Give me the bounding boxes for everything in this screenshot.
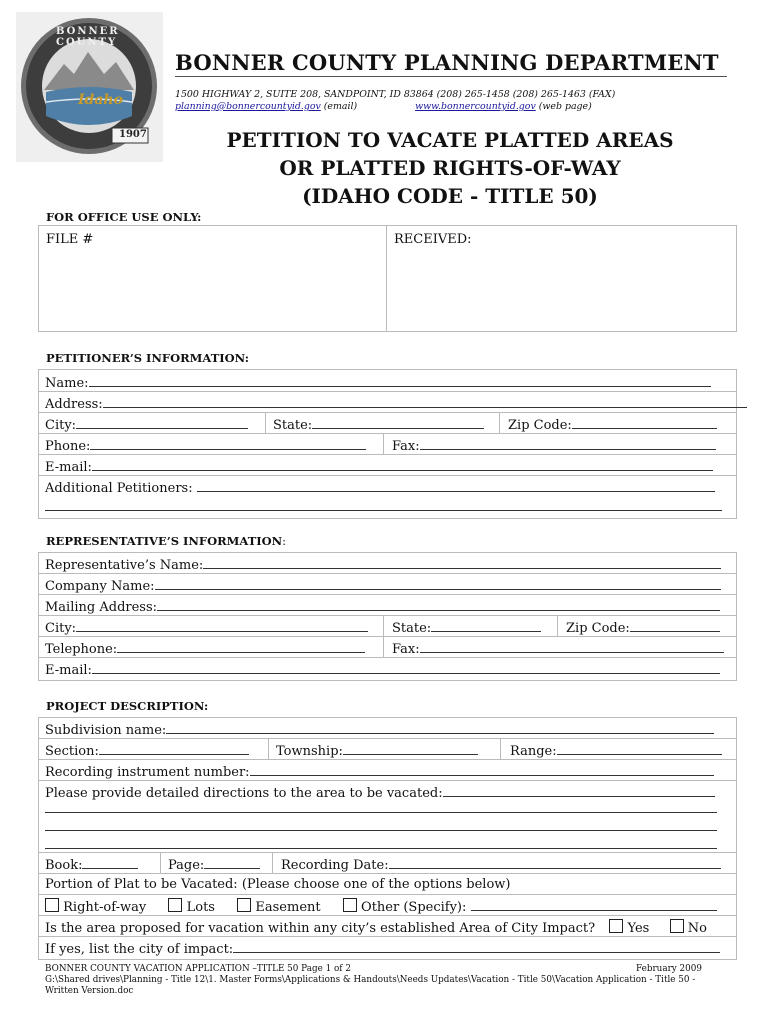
fill-line	[103, 395, 747, 408]
col-rule	[160, 852, 161, 873]
fill-line	[250, 763, 714, 776]
fill-line	[92, 458, 713, 471]
representative-label-colon: :	[282, 534, 287, 548]
field-label: Phone:	[45, 439, 91, 454]
field-label: Additional Petitioners:	[45, 481, 193, 496]
footer-date: February 2009	[636, 964, 702, 974]
fill-line	[99, 742, 249, 755]
field-label: Page:	[168, 858, 205, 873]
field-label: Township:	[276, 744, 343, 759]
representative-label-text: REPRESENTATIVE’S INFORMATION	[46, 534, 283, 548]
office-use-box	[38, 225, 737, 332]
petitioner-address-field[interactable]	[45, 395, 747, 413]
fill-line	[204, 856, 260, 869]
rep-city-field[interactable]	[45, 619, 368, 637]
received-field[interactable]: RECEIVED:	[394, 232, 472, 247]
field-label: Book:	[45, 858, 83, 873]
fill-line	[312, 416, 484, 429]
field-label: If yes, list the city of impact:	[45, 942, 234, 957]
city-impact-question: Is the area proposed for vacation within any city’s established Area of City Impact?	[45, 921, 596, 936]
city-of-impact-field[interactable]	[45, 940, 720, 958]
col-rule	[265, 412, 266, 433]
vacate-options	[45, 898, 717, 916]
impact-no-label: No	[687, 921, 707, 936]
office-use-label: FOR OFFICE USE ONLY:	[46, 210, 202, 224]
row-rule	[38, 852, 736, 853]
field-label: Recording instrument number:	[45, 765, 250, 780]
right-of-way-label: Right-of-way	[63, 900, 147, 915]
field-label: E-mail:	[45, 460, 92, 475]
fill-line	[92, 661, 720, 674]
range-field[interactable]	[510, 742, 722, 760]
field-label: Company Name:	[45, 579, 155, 594]
fill-line	[155, 577, 721, 590]
fill-line	[343, 742, 478, 755]
city-impact-row	[45, 919, 707, 937]
form-title-line-3: (IDAHO CODE - TITLE 50)	[302, 184, 598, 208]
rep-fax-field[interactable]	[392, 640, 724, 658]
row-rule	[38, 894, 736, 895]
fill-line	[157, 598, 720, 611]
impact-no-checkbox[interactable]	[670, 919, 684, 933]
petitioner-email-field[interactable]	[45, 458, 713, 476]
email-link[interactable]: planning@bonnercountyid.gov	[175, 101, 321, 112]
fill-line	[89, 374, 711, 387]
web-link[interactable]: www.bonnercountyid.gov	[415, 101, 536, 112]
directions-field[interactable]	[45, 784, 715, 802]
footer-file-path-2: Written Version.doc	[45, 986, 134, 996]
portion-of-plat-label: Portion of Plat to be Vacated: (Please choose one of the options below)	[45, 877, 511, 892]
field-label: Subdivision name:	[45, 723, 167, 738]
company-name-field[interactable]	[45, 577, 721, 595]
field-label: Name:	[45, 376, 89, 391]
field-label: Fax:	[392, 439, 420, 454]
lots-label: Lots	[186, 900, 215, 915]
rep-state-field[interactable]	[392, 619, 541, 637]
field-label: Address:	[45, 397, 103, 412]
petitioner-city-field[interactable]	[45, 416, 248, 434]
fill-line	[82, 856, 138, 869]
representative-label	[46, 534, 286, 548]
petitioner-phone-field[interactable]	[45, 437, 366, 455]
right-of-way-checkbox[interactable]	[45, 898, 59, 912]
form-title-line-2: OR PLATTED RIGHTS-OF-WAY	[279, 156, 621, 180]
header-rule	[175, 76, 727, 77]
fill-line	[572, 416, 717, 429]
field-label: Zip Code:	[566, 621, 630, 636]
footer-file-path-1: G:\Shared drives\Planning - Title 12\1. Master Forms\Applications & Handouts\Needs Updates\Vacation - Title 50\Vacation Application - Title 50 -	[45, 975, 696, 985]
petitioner-fax-field[interactable]	[392, 437, 716, 455]
fill-line	[90, 437, 366, 450]
form-title-line-1: PETITION TO VACATE PLATTED AREAS	[226, 128, 674, 152]
page-field[interactable]	[168, 856, 260, 874]
fill-line	[431, 619, 541, 632]
field-label: Recording Date:	[281, 858, 389, 873]
fill-line	[117, 640, 365, 653]
fill-line	[233, 940, 720, 953]
rep-email-field[interactable]	[45, 661, 720, 679]
field-label: City:	[45, 621, 77, 636]
fill-line	[197, 479, 715, 492]
col-rule	[272, 852, 273, 873]
col-rule	[268, 738, 269, 759]
rep-telephone-field[interactable]	[45, 640, 365, 658]
petitioner-name-field[interactable]	[45, 374, 711, 392]
petitioner-state-field[interactable]	[273, 416, 484, 434]
project-label: PROJECT DESCRIPTION:	[46, 699, 209, 713]
seal-top-text: BONNER COUNTY	[56, 26, 120, 48]
col-rule	[383, 433, 384, 454]
additional-petitioners-line-2[interactable]	[45, 510, 722, 511]
rep-zip-field[interactable]	[566, 619, 720, 637]
office-divider	[386, 225, 387, 331]
org-name: BONNER COUNTY PLANNING DEPARTMENT	[175, 50, 719, 75]
directions-line-3[interactable]	[45, 830, 717, 831]
other-label: Other (Specify):	[361, 900, 467, 915]
lots-checkbox[interactable]	[168, 898, 182, 912]
fill-line	[420, 640, 724, 653]
recording-date-field[interactable]	[281, 856, 721, 874]
field-label: Section:	[45, 744, 99, 759]
field-label: Range:	[510, 744, 557, 759]
field-label: Telephone:	[45, 642, 118, 657]
impact-yes-label: Yes	[627, 921, 650, 936]
field-label: Zip Code:	[508, 418, 572, 433]
col-rule	[500, 738, 501, 759]
township-field[interactable]	[276, 742, 478, 760]
fill-line	[443, 784, 715, 797]
org-contact	[175, 101, 592, 112]
col-rule	[557, 615, 558, 636]
county-seal	[16, 12, 163, 162]
seal-script-text: Idaho	[78, 92, 123, 108]
other-checkbox[interactable]	[343, 898, 357, 912]
impact-yes-checkbox[interactable]	[609, 919, 623, 933]
easement-checkbox[interactable]	[237, 898, 251, 912]
fill-line	[76, 619, 368, 632]
subdivision-name-field[interactable]	[45, 721, 714, 739]
recording-instrument-field[interactable]	[45, 763, 714, 781]
book-field[interactable]	[45, 856, 138, 874]
col-rule	[499, 412, 500, 433]
section-field[interactable]	[45, 742, 249, 760]
fill-line	[389, 856, 721, 869]
email-suffix: (email)	[320, 101, 358, 112]
seal-year: 1907	[119, 129, 147, 140]
fill-line	[630, 619, 720, 632]
field-label: Please provide detailed directions to the area to be vacated:	[45, 786, 443, 801]
easement-label: Easement	[255, 900, 321, 915]
col-rule	[383, 615, 384, 657]
other-specify-line[interactable]	[471, 898, 717, 911]
fill-line	[557, 742, 722, 755]
field-label: E-mail:	[45, 663, 92, 678]
field-label: State:	[392, 621, 432, 636]
field-label: City:	[45, 418, 77, 433]
additional-petitioners-field[interactable]	[45, 479, 715, 497]
file-number-field[interactable]: FILE #	[46, 232, 94, 247]
fill-line	[76, 416, 248, 429]
petitioner-label: PETITIONER’S INFORMATION:	[46, 351, 249, 365]
field-label: Fax:	[392, 642, 420, 657]
fill-line	[166, 721, 714, 734]
footer-page-info: BONNER COUNTY VACATION APPLICATION –TITLE 50 Page 1 of 2	[45, 964, 351, 974]
fill-line	[203, 556, 721, 569]
fill-line	[420, 437, 716, 450]
rep-name-field[interactable]	[45, 556, 721, 574]
web-suffix: (web page)	[535, 101, 592, 112]
directions-line-4[interactable]	[45, 848, 717, 849]
mailing-address-field[interactable]	[45, 598, 720, 616]
petitioner-zip-field[interactable]	[508, 416, 717, 434]
org-address: 1500 HIGHWAY 2, SUITE 208, SANDPOINT, ID 83864 (208) 265-1458 (208) 265-1463 (FAX)	[175, 89, 616, 100]
field-label: Mailing Address:	[45, 600, 158, 615]
directions-line-2[interactable]	[45, 812, 717, 813]
field-label: Representative’s Name:	[45, 558, 204, 573]
field-label: State:	[273, 418, 313, 433]
